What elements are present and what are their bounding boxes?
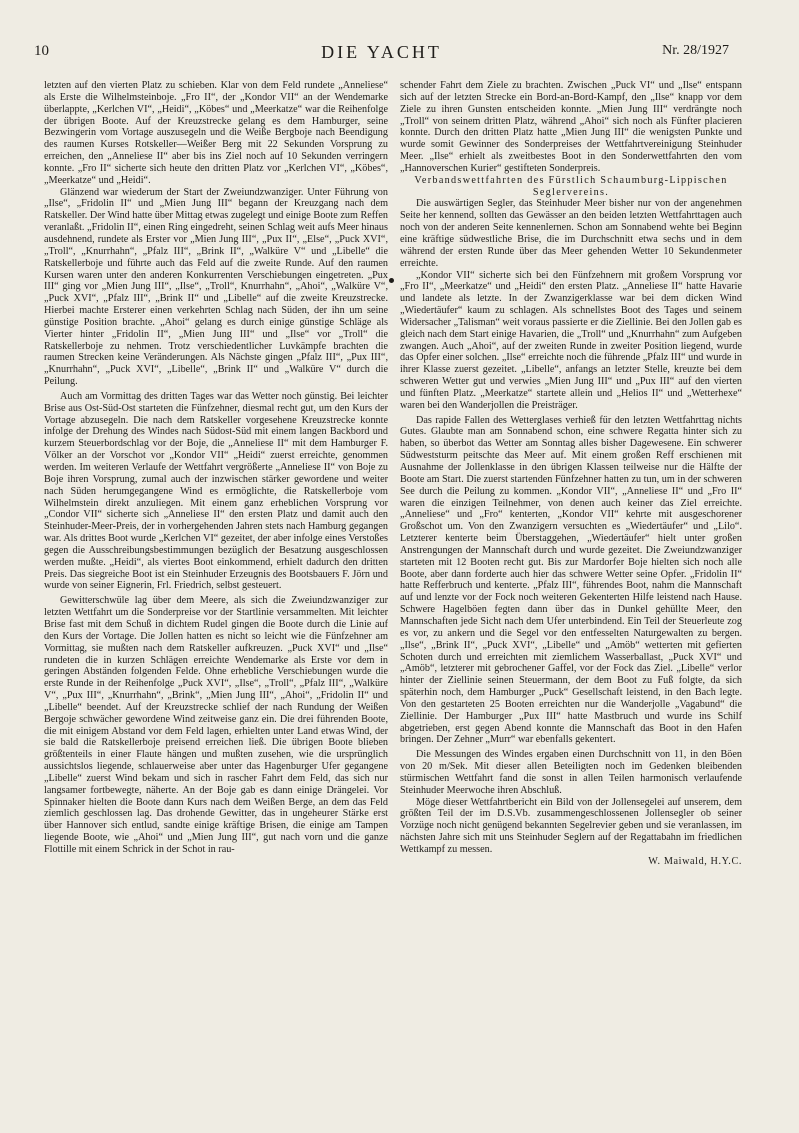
- issue-number: Nr. 28/1927: [662, 43, 729, 58]
- paragraph: Das rapide Fallen des Wetterglases verhieß für den letzten Wettfahrttag nichts Gutes. Glaubte man am Sonnabend schon, eine schwere Regatta hinter sich zu haben, so überbot das Wetter am Sonntag alles bisher Dagewesene. Ein schwerer Südweststurm peitschte das Meer auf. Mit einem großen Reff erschienen mit Ausnahme der Jollenklasse in den übrigen Klassen teilweise nur die Hälfte der Boote am Start. Die zuerst startenden Fünfzehner hatten zu tun, um in der schweren See durch die Peilung zu kommen. „Kondor VII“, „Anneliese II“ und „Fro II“ waren die einzigen Teilnehmer, von denen auch keiner das Ziel erreichte. „Anneliese“ und „Fro“ kenterten, „Kondor VII“ kehrte mit ausgeschorener Großschot um. Von den Zwanzigern versuchten es „Wiedertäufer“ und „Lilo“. Letzterer kenterte beim Überstaggehen, „Wiedertäufer“ hielt unter großen Anstrengungen der Mannschaft durch und wurde gezeitet. Die Zweiundzwanziger starteten mit 12 Booten recht gut. Bis zur Mardorfer Boje hielten sich noch alle Boote, aber dann forderte auch hier das schwere Wetter seine Opfer. „Fridolin II“ hatte Refferbruch und kenterte. „Pfalz III“, führendes Boot, nahm die Mannschaft auf und lenzte vor der Fock noch weiteren Gekenterten Hilfe leistend nach Hause. Schwere Hagelböen fegten dann über das in Dunkel gehüllte Meer, den Mannschaften jede Sicht nach dem Ufer unterbindend. Ein Teil der Steuerleute zog es vor, zu ankern und die Segel vor den entfesselten Naturgewalten zu bergen. „Ilse“, „Brink II“, „Puck XVI“, „Libelle“ und „Amöb“ wetterten mit gefierten Schoten durch und erreichten mit ziemlichem Wasserballast, „Puck XVI“ und „Amöb“, letzterer mit gebrochener Gaffel, vor der Fock das Ziel. „Libelle“ verlor hinter der Ziellinie seinen Steuermann, der dem Boot zu Fuß folgte, da sich späterhin noch, dem Hamburger „Puck“ Gesellschaft leistend, in den Bach legte. Von den gestarteten 25 Booten erreichten nur die Wanderjolle „Vagabund“ die Ziellinie. Der Hamburger „Pux III“ hatte Mastbruch und wurde ins Schilf abgetrieben, erst gegen Abend konnte die Mannschaft das Boot in den Hafen bringen. Der Zehner „Murr“ war ebenfalls gekentert.: [400, 414, 742, 746]
- section-heading: Verbandswettfahrten des Fürstlich Schaumburg-Lippischen Seglervereins.: [414, 174, 728, 198]
- paragraph: Die auswärtigen Segler, das Steinhuder Meer bisher nur von der angenehmen Seite her kennend, sollten das Gewässer an den beiden letzten Wettfahrttagen auch noch von der anderen Seite kennenlernen. Schon am Sonnabend wehte bei Beginn eine kräftige südwestliche Brise, die im Durchschnitt etwa sechs und in dem während der ersten Runde über das Meer gehenden Wetter 10 Sekundenmeter erreichte.: [400, 198, 742, 269]
- ink-dot-mark: [389, 278, 394, 283]
- paragraph: Glänzend war wiederum der Start der Zweiundzwanziger. Unter Führung von „Ilse“, „Fridolin II“ und „Mien Jung III“ begann der Kreuzgang nach dem Ratskeller. Der Wind hatte über Mittag etwas zugelegt und einige Boote zum Reffen veranlaßt. „Fridolin II“, einen Ring eingedreht, seinen Schlag weit aufs Meer hinaus ausdehnend, rundete als Erster vor „Mien Jung III“, „Pux II“, „Else“, „Puck XVI“, „Troll“, „Knurrhahn“, „Pfalz III“, „Brink II“, „Walküre V“ und „Libelle“ die Ratskellerboje und führte auch das Feld auf die zweite Runde. Auf den raumen Kursen waren unter den anderen Konkurrenten Verschiebungen eingetreten. „Pux III“ ging vor „Mien Jung III“, „Ilse“, „Troll“, Knurrhahn“, „Ahoi“, „Walküre V“, „Puck XVI“, „Pfalz III“, „Brink II“ und „Libelle“ auf die zweite Kreuzstrecke. Hierbei machte Ersterer einen verkehrten Schlag nach Süden, der ihn um seine günstige Position brachte. „Ahoi“ gelang es durch einige günstige Schläge als Vierter hinter „Fridolin II“, „Mien Jung III“ und „Ilse“ vor „Troll“ die Ratskellerboje zu nehmen. Trotz verschiedentlicher Luvkämpfe brachten die raumen Strecken keine Veränderungen. Als Nächste gingen „Pfalz III“, „Pux III“, „Knurrhahn“, „Puck XVI“, „Libelle“, „Brink II“ und „Walküre V“ durch die Peilung.: [44, 186, 388, 388]
- paragraph: „Kondor VII“ sicherte sich bei den Fünfzehnern mit großem Vorsprung vor „Fro II“, „Meerkatze“ und „Heidi“ den ersten Platz. „Anneliese II“ hatte Havarie und landete als letzte. In der Zwanzigerklasse war bei dem dicken Wind „Wiedertäufer“ kaum zu schlagen. Als schnellstes Boot des Tages und seinem Widersacher „Talisman“ weit voraus passierte er die Ziellinie. Bei den Jollen gab es gleich nach dem Start einige Havarien, die „Troll“ und „Knurrhahn“ zum Aufgeben zwangen. Auch „Ahoi“, auf der zweiten Runde in zweiter Position liegend, wurde das Opfer einer solchen. „Ilse“ erreichte noch die führende „Pfalz III“ und wurde in ihrer Klasse zuerst gezeitet. „Libelle“, anfangs an letzter Stelle, kreuzte bei dem schweren Wetter gut und verwies „Mien Jung III“ und „Pux III“ auf den vierten und fünften Platz. „Meerkatze“ startete allein und „Helios II“ und „Wetterhexe“ waren bei den Wanderjollen die Preisträger.: [400, 269, 742, 411]
- paragraph: Auch am Vormittag des dritten Tages war das Wetter noch günstig. Bei leichter Brise aus Ost-Süd-Ost starteten die Fünfzehner, diesmal recht gut, um den Kurs der Vortage abzusegeln. Die nach dem Ratskeller vorgesehene Kreuzstrecke konnte infolge der Drehung des Windes nach Südost-Süd mit einem langen Backbord und kurzem Steuerbordschlag vor der Boje, die „Anneliese II“ mit dem Hamburger F. Völker an der Vorschot vor „Kondor VII“ „Heidi“ zuerst erreichte, genommen werden. Im weiteren Verlaufe der Wettfahrt vergrößerte „Anneliese II“ von Boje zu Boje ihren Vorsprung, zumal auch der inzwischen stärker gewordene und weiter nach Süden herumgegangene Wind es ermöglichte, die Ratskellerboje vom Wilhelmstein direkt anzuliegen. Mit einem ganz erheblichen Vorsprung vor „Condor VII“ sicherte sich „Anneliese II“ den ersten Platz und damit auch den Steinhuder-Meer-Preis, der in vorhergehenden Jahren stets nach Hamburg gegangen war. Als drittes Boot wurde „Kerlchen VI“ gezeitet, der aber infolge eines Verstoßes gegen die Ausschreibungsbestimmungen bezüglich der Besatzung ausgeschlossen werden mußte. „Heidi“, als viertes Boot einkommend, erhielt dadurch den dritten Preis. Das siegreiche Boot ist ein Steinhuder Erzeugnis des Bootsbauers F. Jörn und wurde von seiner Eignerin, Frl. Friedrich, selbst gesteuert.: [44, 390, 388, 592]
- paragraph: Möge dieser Wettfahrtbericht ein Bild von der Jollensegelei auf unserem, dem größten Teil der im D.S.Vb. zusammengeschlossenen Jollensegler ob seiner Vorzüge noch nicht genügend bekannten Segelrevier geben und sie veranlassen, im nächsten Jahre sich mit uns Steinhuder Seglern auf der Regattabahn im friedlichen Wettkampf zu messen.: [400, 796, 742, 855]
- author-signature: W. Maiwald, H.Y.C.: [648, 855, 742, 867]
- left-column: [44, 80, 388, 1105]
- page-header: [34, 43, 729, 65]
- magazine-title: DIE YACHT: [321, 42, 442, 62]
- paragraph: schender Fahrt dem Ziele zu brachten. Zwischen „Puck VI“ und „Ilse“ entspann sich auf der letzten Strecke ein Bord-an-Bord-Kampf, den „Ilse“ knapp vor dem Ziele zu ihren Gunsten entscheiden konnte. „Mien Jung III“ verdrängte noch „Troll“ von seinem dritten Platz, während „Ahoi“ sich noch als Fünfter placieren konnte. Durch den dritten Platz hatte „Mien Jung III“ die wenigsten Punkte und wurde somit Gewinner des Sonderpreises der Wettfahrtvereinigung Steinhuder Meer. „Ilse“ erhielt als zweitbestes Boot in den Sonderwettfahrten den vom „Hannoverschen Kurier“ gestifteten Sonderpreis.: [400, 80, 742, 174]
- page-number: 10: [34, 43, 49, 59]
- right-column: [400, 80, 742, 1105]
- paragraph: letzten auf den vierten Platz zu schieben. Klar von dem Feld rundete „Anneliese“ als Erste die Wilhelmsteinboje. „Fro II“, der „Kondor VII“ an der Wendemarke überlappte, „Kerlchen VI“, „Heidi“, „Köbes“ und „Meerkatze“ war die Reihenfolge der übrigen Boote. Auf der Kreuzstrecke gelang es dem Hamburger, seine Bezwingerin vom Vortage auszusegeln und die Weiße Bergboje nach Beendigung des raumen Kurses Rotskeller—Weißer Berg mit 22 Sekunden Vorsprung zu erreichen, den „Anneliese II“ aber bis ins Ziel noch auf 10 Sekunden verringern konnte. „Fro II“ sicherte sich heute den dritten Platz vor „Kerlchen VI“, „Köbes“, „Meerkatze“ und „Heidi“.: [44, 80, 388, 186]
- paragraph: Gewitterschwüle lag über dem Meere, als sich die Zweiundzwanziger zur letzten Wettfahrt um die Sonderpreise vor der Startlinie versammelten. Mit leichter Brise fast mit dem Schuß in dichtem Rudel gingen die Boote durch die Linie auf den Kurs der Vortage. Die Jollen hatten es nicht so leicht wie die Fünfzehner am Vormittag, sie mußten nach dem Ratskeller aufkreuzen. „Puck XVI“ und „Ilse“ rundeten die in kurzen Schlägen erreichte Wendemarke als Erste vor dem in geringen Abständen folgenden Felde. Ohne erhebliche Verschiebungen wurde die erste Runde in der Reihenfolge „Puck XVI“, „Ilse“, „Troll“, „Pfalz III“, „Walküre V“, „Pux III“, „Knurrhahn“, „Brink“, „Mien Jung III“, „Ahoi“, „Fridolin II“ und „Libelle“ beendet. Auf der Kreuzstrecke schlief der nach Rundung der Weißen Bergoje schwächer gewordene Wind zeitweise ganz ein. Die drei führenden Boote, die mit einigem Abstand vor dem Feld lagen, erhielten unter Land etwas Wind, der sie bald die Ratskellerboje preisend erreichen ließ. Die übrigen Boote blieben größtenteils in einer Flaute hängen und mußten zusehen, wie die ursprünglich aussichtslos liegende, schlauerweise aber unter das Hagenburger Ufer gegangene „Libelle“ zuerst Wind bekam und sich in rascher Fahrt dem Feld, das sich nur langsamer fortbewegte, näherte. An der Boje gab es dann einige Drängelei. Vor Spinnaker hielten die Boote dann Kurs nach dem Weißen Berge, an dem das Feld ziemlich geschlossen lag. Das drohende Gewitter, das in ungeheurer Stärke erst über Hannover sich entlud, sandte einige kräftige Brisen, die einige am Tampen liegende Boote, wie „Ahoi“ und „Mien Jung III“, gut nach vorn und die ganze Flottille mit einem Schrick in der Schot in rau-: [44, 595, 388, 855]
- paragraph: Die Messungen des Windes ergaben einen Durchschnitt von 11, in den Böen von 20 m/Sek. Mit dieser allen Beteiligten noch im Gedenken bleibenden stürmischen Wettfahrt fand die sonst in allen Teilen harmonisch verlaufende Steinhuder Meerwoche ihren Abschluß.: [400, 749, 742, 796]
